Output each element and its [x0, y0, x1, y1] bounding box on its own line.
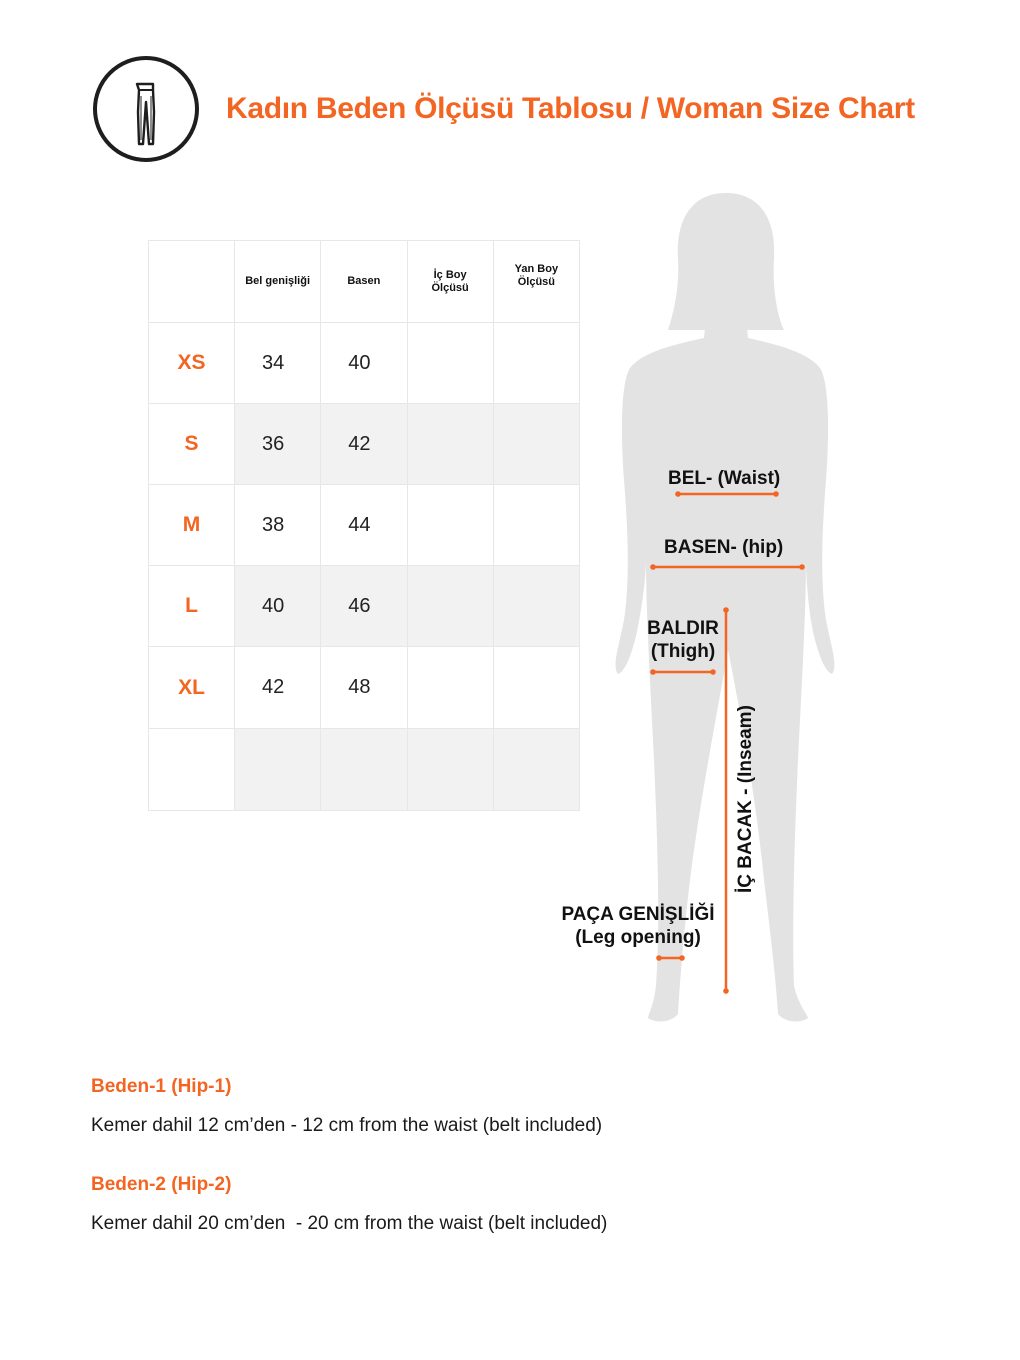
ic-boy-cell — [407, 647, 493, 729]
bel-cell: 38 — [235, 485, 321, 566]
hip-label: BASEN- (hip) — [664, 537, 784, 558]
size-table — [148, 240, 580, 811]
note-text-2: Kemer dahil 20 cm’den - 20 cm from the waist (belt included) — [91, 1213, 608, 1234]
page-title: Kadın Beden Ölçüsü Tablosu / Woman Size Chart — [226, 92, 915, 125]
ic-boy-cell — [407, 566, 493, 647]
table-row — [149, 404, 580, 485]
table-row — [149, 485, 580, 566]
header-cell-bel: Bel genişliği — [235, 241, 321, 323]
table-row — [149, 323, 580, 404]
bel-cell: 42 — [235, 647, 321, 729]
size-cell: XL — [149, 647, 235, 729]
leg-opening-label: PAÇA GENİŞLİĞİ (Leg opening) — [561, 904, 715, 948]
ic-boy-cell — [407, 404, 493, 485]
table-row — [149, 566, 580, 647]
bel-cell — [235, 729, 321, 811]
bel-cell: 40 — [235, 566, 321, 647]
header-cell-ic-boy: İç Boy Ölçüsü — [407, 241, 493, 323]
table-header-row — [149, 241, 580, 323]
bel-cell: 34 — [235, 323, 321, 404]
basen-cell: 40 — [321, 323, 407, 404]
basen-cell — [321, 729, 407, 811]
size-cell: XS — [149, 323, 235, 404]
inseam-label: İÇ BACAK - (Inseam) — [735, 705, 756, 893]
ic-boy-cell — [407, 323, 493, 404]
header-cell-empty — [149, 241, 235, 323]
header-cell-yan-boy: Yan Boy Ölçüsü — [493, 241, 579, 323]
thigh-label: BALDIR (Thigh) — [647, 618, 719, 662]
ic-boy-cell — [407, 485, 493, 566]
basen-cell: 48 — [321, 647, 407, 729]
note-heading-2: Beden-2 (Hip-2) — [91, 1174, 232, 1195]
basen-cell: 46 — [321, 566, 407, 647]
waist-label: BEL- (Waist) — [668, 468, 781, 489]
size-cell: L — [149, 566, 235, 647]
size-cell — [149, 729, 235, 811]
bel-cell: 36 — [235, 404, 321, 485]
leggings-icon — [93, 56, 199, 162]
ic-boy-cell — [407, 729, 493, 811]
size-cell: S — [149, 404, 235, 485]
note-text-1: Kemer dahil 12 cm’den - 12 cm from the waist (belt included) — [91, 1115, 603, 1136]
basen-cell: 44 — [321, 485, 407, 566]
size-cell: M — [149, 485, 235, 566]
basen-cell: 42 — [321, 404, 407, 485]
note-heading-1: Beden-1 (Hip-1) — [91, 1076, 232, 1097]
table-row — [149, 647, 580, 729]
header-cell-basen: Basen — [321, 241, 407, 323]
table-row — [149, 729, 580, 811]
